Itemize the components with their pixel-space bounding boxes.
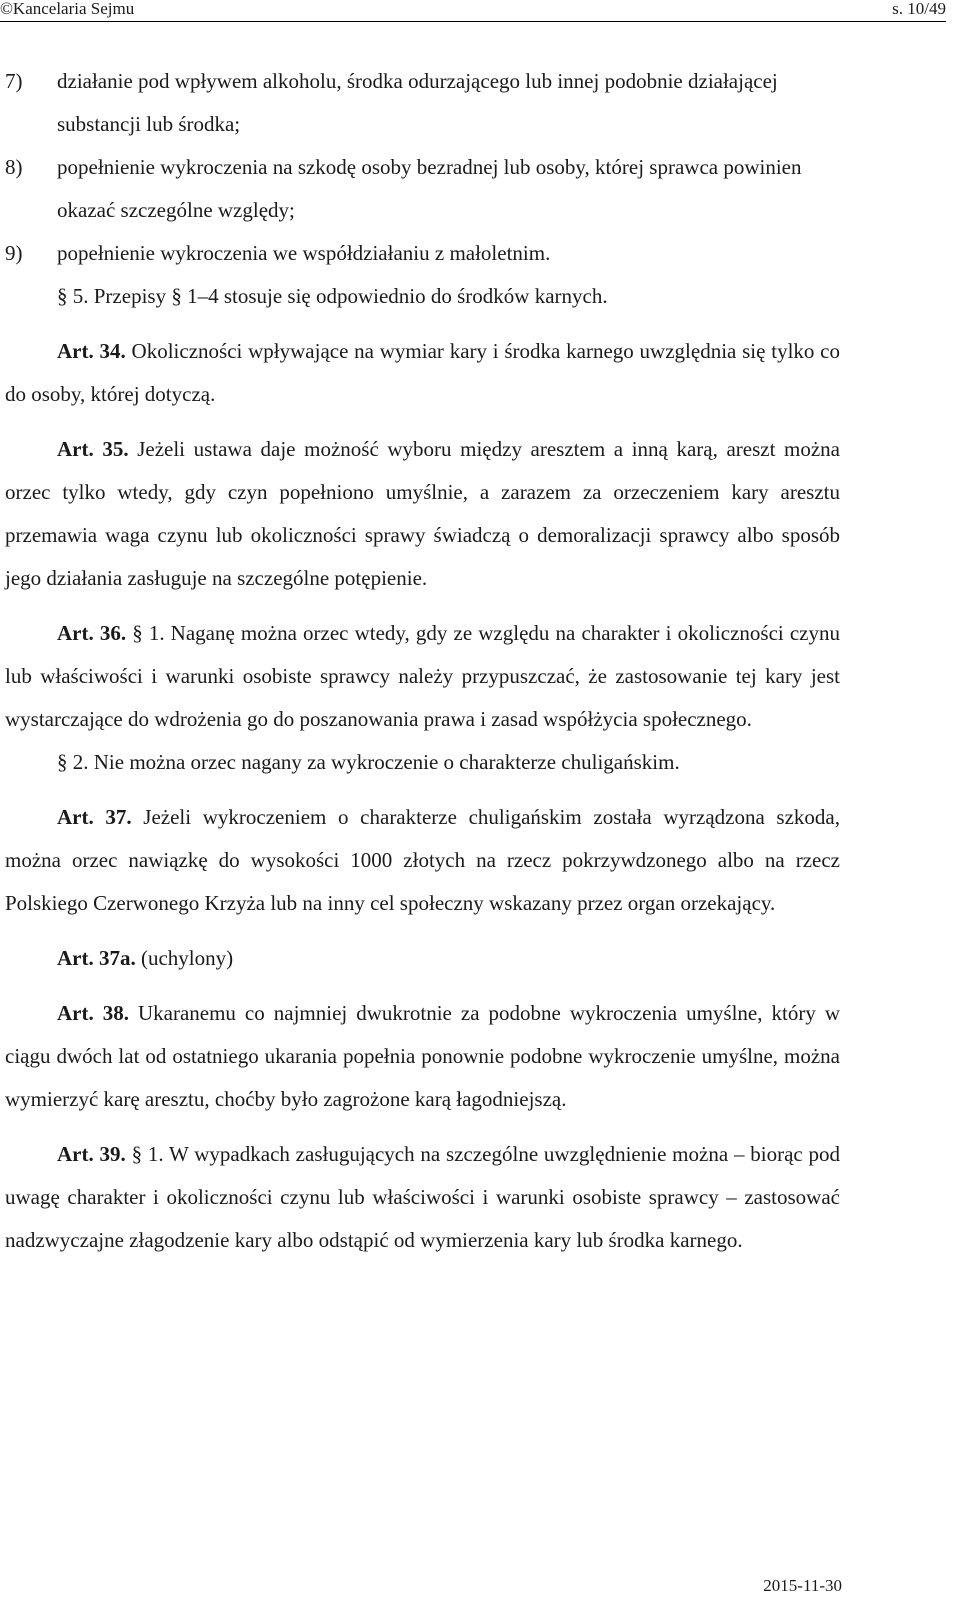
article-text: Jeżeli wykroczeniem o charakterze chuligańskim została wyrządzona szkoda, można orzec nawiązkę do wysokości 1000 złotych na rzecz pokrzywdzonego albo na rzecz Polskiego Czerwonego Krzyża lub na inny cel społeczny wskazany przez organ orzekający. — [5, 805, 840, 915]
article-text: § 1. W wypadkach zasługujących na szczególne uwzględnienie można – biorąc pod uwagę charakter i okoliczności czynu lub właściwości i warunki osobiste sprawcy – zastosować nadzwyczajne złagodzenie kary albo odstąpić od wymierzenia kary lub środka karnego. — [5, 1142, 841, 1252]
article-text: Ukaranemu co najmniej dwukrotnie za podobne wykroczenia umyślne, który w ciągu dwóch lat od ostatniego ukarania popełnia ponownie podobne wykroczenie umyślne, można wymierzyć karę aresztu, choćby było zagrożone karą łagodniejszą. — [5, 1001, 840, 1111]
publisher-label: ©Kancelaria Sejmu — [0, 0, 135, 18]
article-label: Art. 39. — [57, 1142, 126, 1166]
list-item-number: 9) — [5, 241, 23, 265]
paragraph-s5: § 5. Przepisy § 1–4 stosuje się odpowiednio do środków karnych. — [57, 284, 608, 308]
list-item-text: działanie pod wpływem alkoholu, środka odurzającego lub innej podobnie działającej substancji lub środka; — [57, 69, 778, 136]
list-item-text: popełnienie wykroczenia na szkodę osoby bezradnej lub osoby, której sprawca powinien okazać szczególne względy; — [57, 155, 802, 222]
article-37a — [5, 937, 840, 980]
article-text: Jeżeli ustawa daje możność wyboru między aresztem a inną karą, areszt można orzec tylko wtedy, gdy czyn popełniono umyślnie, a zarazem za orzeczeniem kary aresztu przemawia waga czynu lub okoliczności sprawy świadczą o demoralizacji sprawcy albo sposób jego działania zasługuje na szczególne potępienie. — [5, 437, 840, 590]
article-39 — [5, 1133, 840, 1262]
article-text: Okoliczności wpływające na wymiar kary i środka karnego uwzględnia się tylko co do osoby, której dotyczą. — [5, 339, 840, 406]
list-item-number: 8) — [5, 155, 23, 179]
article-label: Art. 37. — [57, 805, 132, 829]
article-38 — [5, 992, 840, 1121]
list-item — [5, 60, 840, 146]
article-36-section-2: § 2. Nie można orzec nagany za wykroczenie o charakterze chuligańskim. — [57, 750, 680, 774]
header-divider — [0, 21, 946, 22]
list-item — [5, 232, 840, 275]
article-text: § 1. Naganę można orzec wtedy, gdy ze względu na charakter i okoliczności czynu lub właściwości i warunki osobiste sprawcy należy przypuszczać, że zastosowanie tej kary jest wystarczające do wdrożenia go do poszanowania prawa i zasad współżycia społecznego. — [5, 621, 840, 731]
list-item — [5, 146, 840, 232]
footer-date: 2015-11-30 — [763, 1576, 842, 1595]
article-35 — [5, 428, 840, 600]
list-item-number: 7) — [5, 69, 23, 93]
page-number: s. 10/49 — [892, 0, 946, 18]
article-34 — [5, 330, 840, 416]
article-label: Art. 34. — [57, 339, 126, 363]
article-label: Art. 37a. — [57, 946, 136, 970]
page-header — [0, 0, 946, 20]
article-37 — [5, 796, 840, 925]
article-text: (uchylony) — [135, 946, 234, 970]
article-36 — [5, 612, 840, 741]
article-label: Art. 35. — [57, 437, 129, 461]
article-label: Art. 38. — [57, 1001, 129, 1025]
list-item-text: popełnienie wykroczenia we współdziałaniu z małoletnim. — [57, 241, 551, 265]
document-body — [5, 60, 840, 1262]
article-label: Art. 36. — [57, 621, 127, 645]
